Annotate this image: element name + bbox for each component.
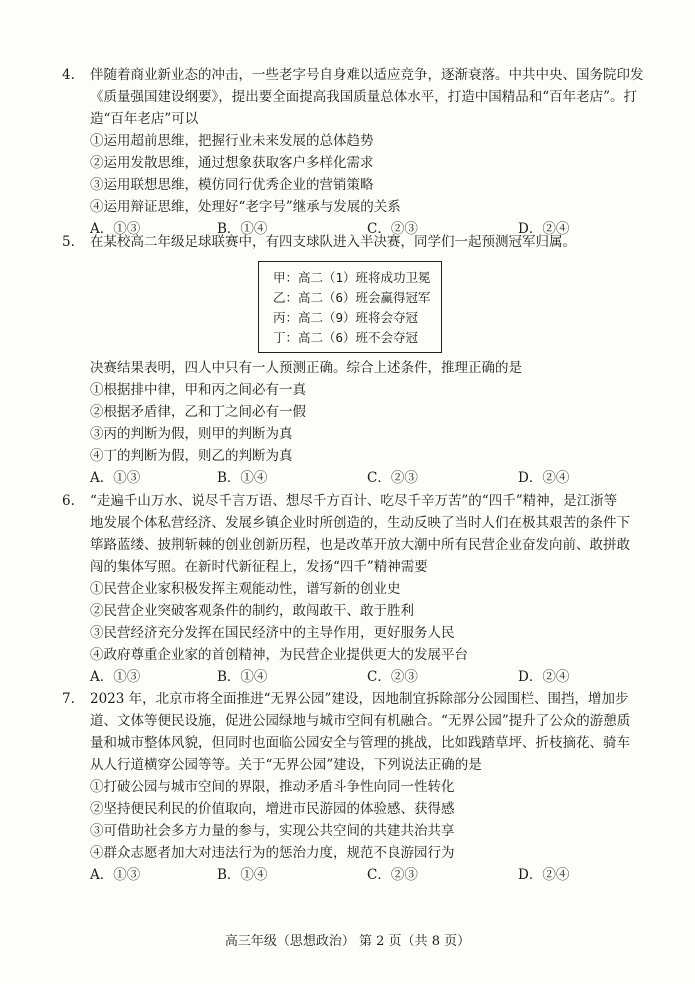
stem-line: 地发展个体私营经济、发展乡镇企业时所创造的，生动反映了当时人们在极其艰苦的条件下 <box>90 515 630 531</box>
question-number: 4. <box>62 67 75 83</box>
question-5 <box>62 231 662 253</box>
stem-line: 从人行道横穿公园等等。关于“无界公园”建设，下列说法正确的是 <box>90 757 482 773</box>
option-c[interactable]: C．②③ <box>367 221 418 237</box>
option-c[interactable]: C．②③ <box>367 867 418 883</box>
statement: ①民营企业家积极发挥主观能动性，谱写新的创业史 <box>90 581 401 597</box>
statement: ④丁的判断为假，则乙的判断为真 <box>90 448 293 464</box>
option-d[interactable]: D．②④ <box>518 867 570 883</box>
prediction-box <box>258 261 442 353</box>
option-a[interactable]: A．①③ <box>90 470 141 486</box>
option-d[interactable]: D．②④ <box>518 470 570 486</box>
option-b[interactable]: B．①④ <box>217 867 268 883</box>
answer-options <box>62 666 662 688</box>
question-number: 6. <box>62 493 75 509</box>
stem-line: 在某校高二年级足球联赛中，有四支球队进入半决赛，同学们一起预测冠军归属。 <box>90 234 576 250</box>
prediction-yi: 乙：高二（6）班会赢得冠军 <box>273 290 431 305</box>
statement: ③可借助社会多方力量的参与，实现公共空间的共建共治共享 <box>90 823 455 839</box>
statement: ④群众志愿者加大对违法行为的惩治力度，规范不良游园行为 <box>90 845 455 861</box>
option-a[interactable]: A．①③ <box>90 669 141 685</box>
option-d[interactable]: D．②④ <box>518 669 570 685</box>
statement: ②运用发散思维，通过想象获取客户多样化需求 <box>90 155 374 171</box>
option-d[interactable]: D．②④ <box>518 221 570 237</box>
question-5-continued <box>62 357 662 489</box>
statement: ③民营经济充分发挥在国民经济中的主导作用，更好服务人民 <box>90 625 455 641</box>
answer-options <box>62 864 662 886</box>
question-7 <box>62 688 662 886</box>
stem-line: 伴随着商业新业态的冲击，一些老字号自身难以适应竞争，逐渐衰落。中共中央、国务院印发 <box>90 67 644 83</box>
stem-line: 2023 年，北京市将全面推进“无界公园”建设，因地制宜拆除部分公园围栏、围挡，增加步 <box>90 691 629 707</box>
option-c[interactable]: C．②③ <box>367 669 418 685</box>
prediction-ding: 丁：高二（6）班不会夺冠 <box>273 330 419 345</box>
option-a[interactable]: A．①③ <box>90 867 141 883</box>
statement: ②民营企业突破客观条件的制约，敢闯敢干、敢于胜利 <box>90 603 414 619</box>
statement: ②根据矛盾律，乙和丁之间必有一假 <box>90 404 306 420</box>
stem-line: 决赛结果表明，四人中只有一人预测正确。综合上述条件，推理正确的是 <box>90 360 522 376</box>
prediction-jia: 甲：高二（1）班将成功卫冕 <box>273 270 431 285</box>
option-b[interactable]: B．①④ <box>217 470 268 486</box>
statement: ②坚持便民利民的价值取向，增进市民游园的体验感、获得感 <box>90 801 455 817</box>
option-a[interactable]: A．①③ <box>90 221 141 237</box>
question-4 <box>62 64 662 240</box>
question-6 <box>62 490 662 688</box>
statement: ①运用超前思维，把握行业未来发展的总体趋势 <box>90 133 374 149</box>
statement: ④政府尊重企业家的首创精神，为民营企业提供更大的发展平台 <box>90 647 468 663</box>
stem-line: “走遍千山万水、说尽千言万语、想尽千方百计、吃尽千辛万苦”的“四千”精神，是江浙等 <box>90 493 618 509</box>
statement: ④运用辩证思维，处理好“老字号”继承与发展的关系 <box>90 199 401 215</box>
statement: ③丙的判断为假，则甲的判断为真 <box>90 426 293 442</box>
option-b[interactable]: B．①④ <box>217 669 268 685</box>
stem-line: 《质量强国建设纲要》，提出要全面提高我国质量总体水平，打造中国精品和“百年老店”。打 <box>90 89 638 105</box>
stem-line: 造“百年老店”可以 <box>90 111 199 127</box>
question-number: 5. <box>62 234 75 250</box>
option-b[interactable]: B．①④ <box>217 221 268 237</box>
stem-line: 量和城市整体风貌，但同时也面临公园安全与管理的挑战，比如践踏草坪、折枝摘花、骑车 <box>90 735 630 751</box>
page-footer: 高三年级（思想政治） 第 2 页（共 8 页） <box>224 934 471 949</box>
option-c[interactable]: C．②③ <box>367 470 418 486</box>
answer-options <box>62 467 662 489</box>
question-number: 7. <box>62 691 75 707</box>
prediction-bing: 丙：高二（9）班将会夺冠 <box>273 310 419 325</box>
stem-line: 闯的集体写照。在新时代新征程上，发扬“四千”精神需要 <box>90 559 428 575</box>
stem-line: 道、文体等便民设施，促进公园绿地与城市空间有机融合。“无界公园”提升了公众的游憩质 <box>90 713 631 729</box>
statement: ①根据排中律，甲和丙之间必有一真 <box>90 382 306 398</box>
stem-line: 筚路蓝缕、披荆斩棘的创业创新历程，也是改革开放大潮中所有民营企业奋发向前、敢拼敢 <box>90 537 630 553</box>
statement: ③运用联想思维，模仿同行优秀企业的营销策略 <box>90 177 374 193</box>
statement: ①打破公园与城市空间的界限，推动矛盾斗争性向同一性转化 <box>90 779 455 795</box>
